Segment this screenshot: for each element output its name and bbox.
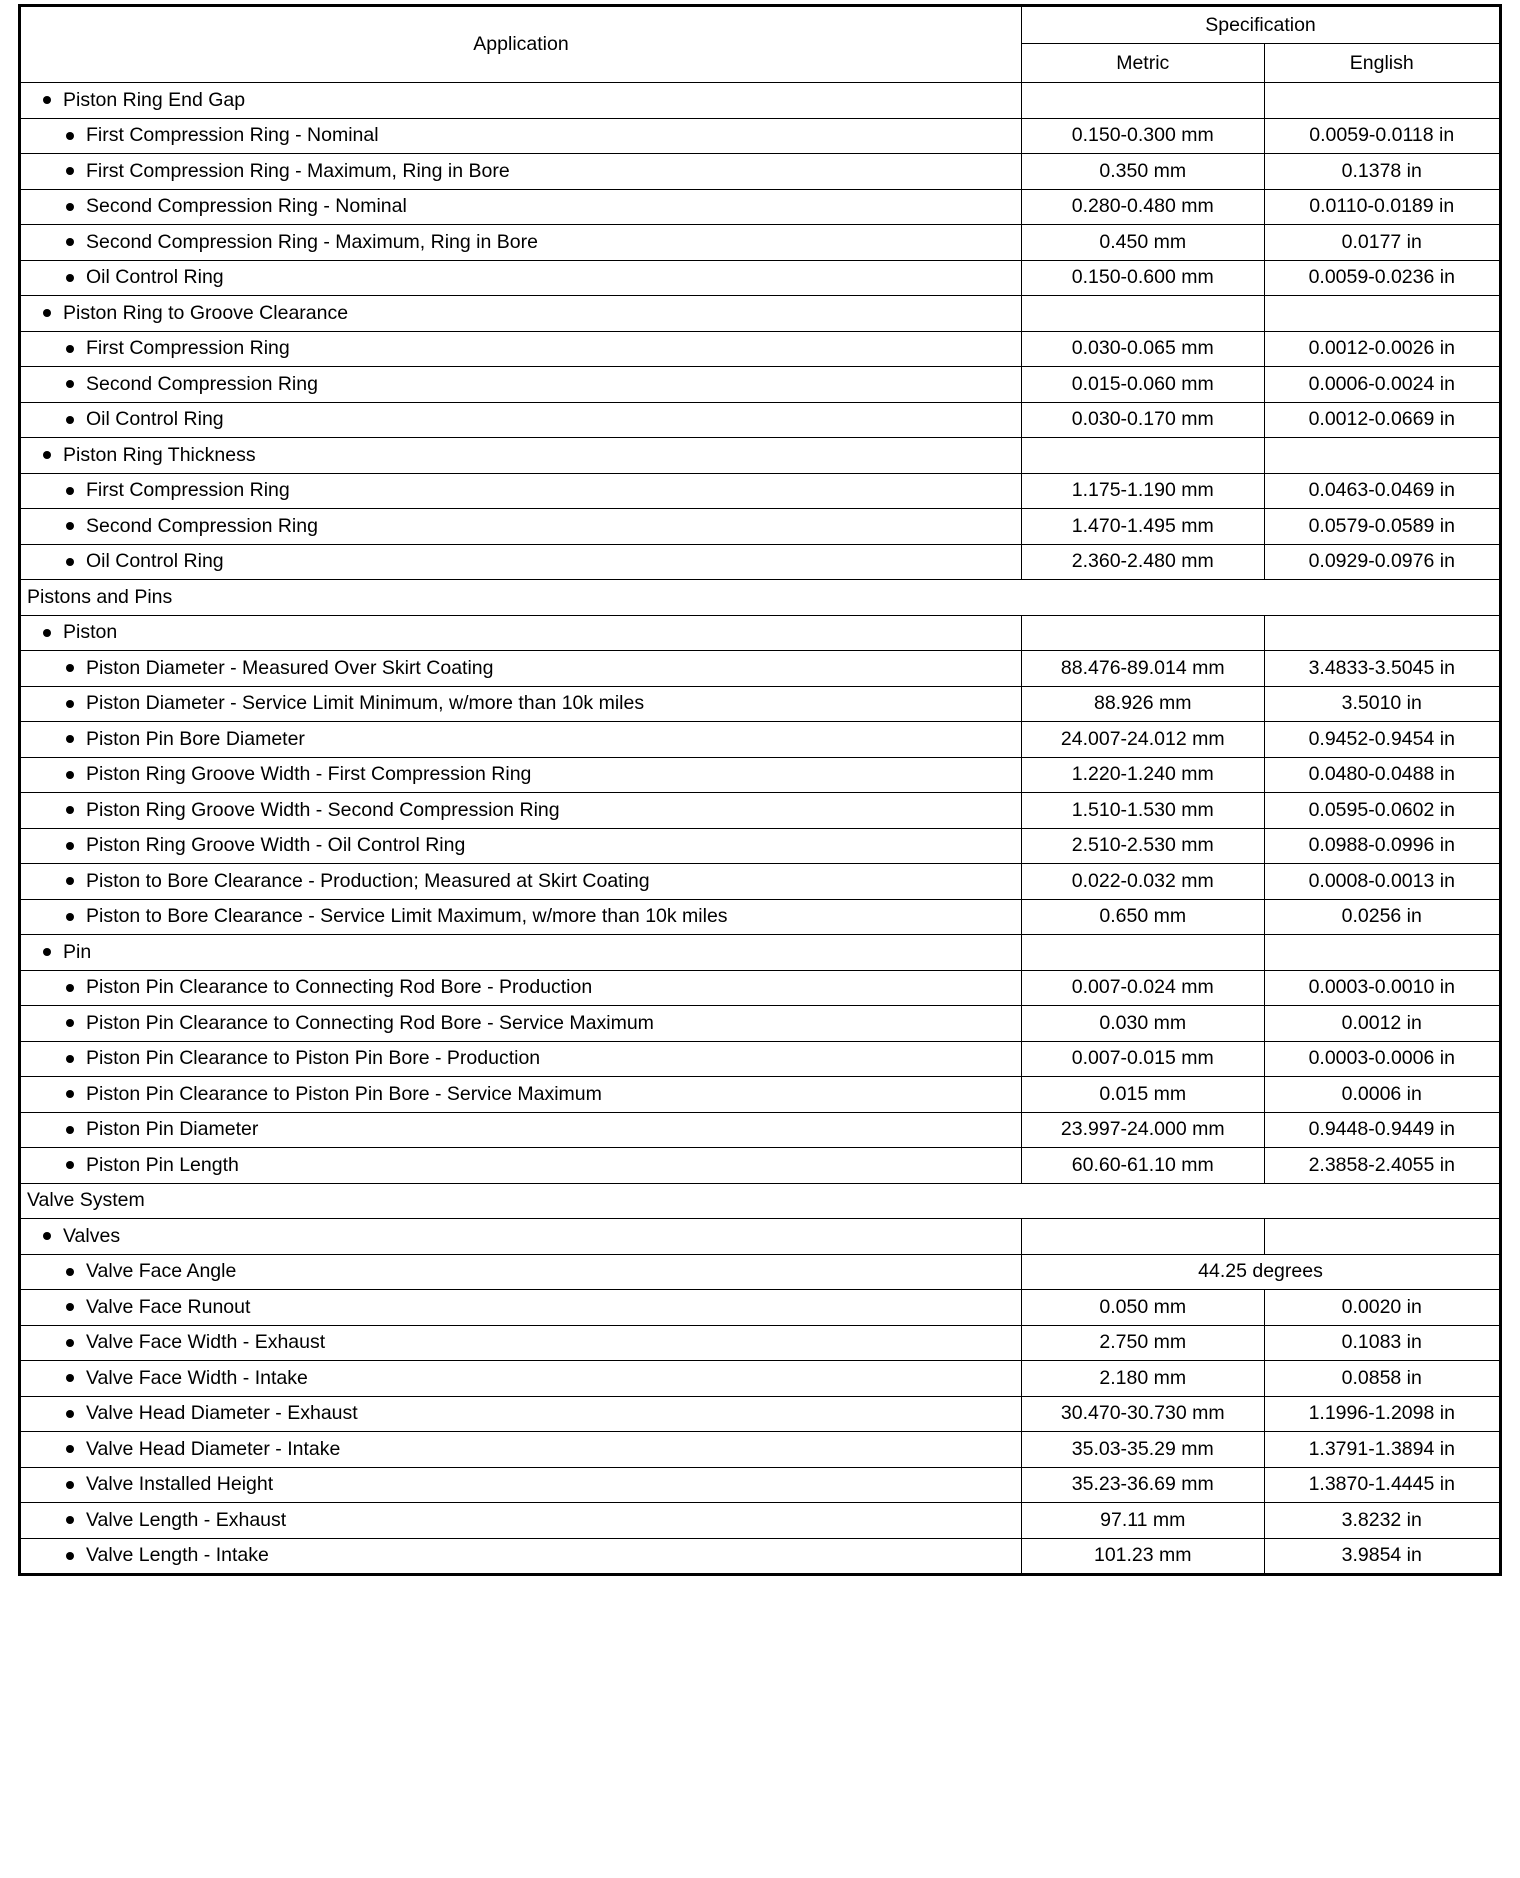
- spec-metric-cell: 0.030 mm: [1022, 1006, 1264, 1042]
- spec-label: Piston Ring End Gap: [63, 88, 246, 111]
- spec-metric-cell: 23.997-24.000 mm: [1022, 1112, 1264, 1148]
- spec-english-cell: 0.9452-0.9454 in: [1264, 722, 1501, 758]
- spec-metric-cell: 0.150-0.600 mm: [1022, 260, 1264, 296]
- spec-english-cell: 3.4833-3.5045 in: [1264, 651, 1501, 687]
- spec-metric-cell: 1.220-1.240 mm: [1022, 757, 1264, 793]
- table-row: [20, 509, 1501, 545]
- bullet-icon: [66, 487, 74, 495]
- spec-metric-cell: 101.23 mm: [1022, 1538, 1264, 1575]
- table-row: [20, 296, 1501, 332]
- spec-english-cell: [1264, 615, 1501, 651]
- table-row: [20, 757, 1501, 793]
- table-row: [20, 402, 1501, 438]
- bullet-icon: [66, 1055, 74, 1063]
- spec-label: Piston Ring Thickness: [63, 443, 256, 466]
- table-row: [20, 686, 1501, 722]
- table-row: [20, 225, 1501, 261]
- spec-application-cell: [20, 1538, 1022, 1575]
- spec-english-cell: 0.0256 in: [1264, 899, 1501, 935]
- spec-english-cell: 0.0003-0.0006 in: [1264, 1041, 1501, 1077]
- bullet-icon: [66, 1268, 74, 1276]
- spec-english-cell: 0.0006 in: [1264, 1077, 1501, 1113]
- table-row: [20, 1041, 1501, 1077]
- bullet-icon: [66, 1090, 74, 1098]
- spec-english-cell: 0.0595-0.0602 in: [1264, 793, 1501, 829]
- spec-metric-cell: 0.015 mm: [1022, 1077, 1264, 1113]
- spec-label: Second Compression Ring - Nominal: [86, 195, 407, 218]
- table-row: [20, 1503, 1501, 1539]
- spec-application-cell: [20, 1396, 1022, 1432]
- spec-metric-cell: 0.450 mm: [1022, 225, 1264, 261]
- table-row: [20, 793, 1501, 829]
- spec-english-cell: 0.0110-0.0189 in: [1264, 189, 1501, 225]
- spec-metric-cell: 24.007-24.012 mm: [1022, 722, 1264, 758]
- spec-label: Second Compression Ring: [86, 514, 318, 537]
- spec-metric-cell: 60.60-61.10 mm: [1022, 1148, 1264, 1184]
- spec-metric-cell: 0.030-0.170 mm: [1022, 402, 1264, 438]
- bullet-icon: [66, 132, 74, 140]
- bullet-icon: [43, 96, 51, 104]
- spec-label: Piston Pin Clearance to Connecting Rod Bore - Production: [86, 976, 593, 999]
- spec-application-cell: [20, 331, 1022, 367]
- bullet-icon: [66, 1126, 74, 1134]
- spec-metric-cell: 0.015-0.060 mm: [1022, 367, 1264, 403]
- bullet-icon: [66, 1445, 74, 1453]
- spec-metric-cell: 0.050 mm: [1022, 1290, 1264, 1326]
- spec-label: Oil Control Ring: [86, 266, 224, 289]
- bullet-icon: [66, 380, 74, 388]
- spec-metric-cell: 35.03-35.29 mm: [1022, 1432, 1264, 1468]
- spec-metric-cell: [1022, 296, 1264, 332]
- bullet-icon: [66, 1019, 74, 1027]
- spec-metric-cell: [1022, 1219, 1264, 1255]
- spec-english-cell: 0.0012 in: [1264, 1006, 1501, 1042]
- spec-metric-cell: 0.030-0.065 mm: [1022, 331, 1264, 367]
- bullet-icon: [66, 1410, 74, 1418]
- spec-application-cell: [20, 828, 1022, 864]
- bullet-icon: [43, 629, 51, 637]
- table-row: [20, 154, 1501, 190]
- bullet-icon: [66, 203, 74, 211]
- spec-label: First Compression Ring - Maximum, Ring in Bore: [86, 159, 510, 182]
- table-row: [20, 828, 1501, 864]
- spec-application-cell: [20, 1183, 1501, 1219]
- table-row: [20, 438, 1501, 474]
- table-row: [20, 1148, 1501, 1184]
- header-row-top: [20, 6, 1501, 44]
- spec-metric-cell: [1022, 83, 1264, 119]
- spec-metric-cell: [1022, 935, 1264, 971]
- spec-metric-cell: 0.350 mm: [1022, 154, 1264, 190]
- spec-application-cell: [20, 1077, 1022, 1113]
- spec-english-cell: 1.1996-1.2098 in: [1264, 1396, 1501, 1432]
- spec-application-cell: [20, 1254, 1022, 1290]
- table-row: [20, 1006, 1501, 1042]
- spec-application-cell: [20, 1112, 1022, 1148]
- spec-english-cell: 3.9854 in: [1264, 1538, 1501, 1575]
- spec-metric-cell: 0.650 mm: [1022, 899, 1264, 935]
- bullet-icon: [66, 1481, 74, 1489]
- spec-application-cell: [20, 225, 1022, 261]
- spec-english-cell: [1264, 296, 1501, 332]
- bullet-icon: [66, 558, 74, 566]
- bullet-icon: [66, 167, 74, 175]
- bullet-icon: [66, 842, 74, 850]
- spec-label: Piston to Bore Clearance - Service Limit Maximum, w/more than 10k miles: [86, 905, 728, 928]
- spec-english-cell: 0.1083 in: [1264, 1325, 1501, 1361]
- spec-label: First Compression Ring: [86, 479, 290, 502]
- spec-label: Piston Diameter - Service Limit Minimum, w/more than 10k miles: [86, 692, 645, 715]
- table-row: [20, 864, 1501, 900]
- spec-english-cell: [1264, 1219, 1501, 1255]
- spec-english-cell: [1264, 935, 1501, 971]
- spec-english-cell: 0.9448-0.9449 in: [1264, 1112, 1501, 1148]
- spec-application-cell: [20, 1006, 1022, 1042]
- bullet-icon: [43, 309, 51, 317]
- table-row: [20, 1183, 1501, 1219]
- spec-application-cell: [20, 1503, 1022, 1539]
- spec-metric-cell: 2.510-2.530 mm: [1022, 828, 1264, 864]
- table-row: [20, 1361, 1501, 1397]
- spec-english-cell: 0.1378 in: [1264, 154, 1501, 190]
- table-row: [20, 1077, 1501, 1113]
- spec-application-cell: [20, 935, 1022, 971]
- spec-combined-value-cell: 44.25 degrees: [1022, 1254, 1501, 1290]
- spec-application-cell: [20, 473, 1022, 509]
- header-english: English: [1264, 44, 1501, 83]
- spec-label: Piston Pin Bore Diameter: [86, 727, 305, 750]
- spec-application-cell: [20, 154, 1022, 190]
- spec-metric-cell: [1022, 615, 1264, 651]
- bullet-icon: [66, 1339, 74, 1347]
- spec-metric-cell: 1.175-1.190 mm: [1022, 473, 1264, 509]
- table-row: [20, 722, 1501, 758]
- spec-label: Valve Face Width - Intake: [86, 1366, 308, 1389]
- spec-label: Oil Control Ring: [86, 408, 224, 431]
- table-row: [20, 118, 1501, 154]
- bullet-icon: [66, 1552, 74, 1560]
- table-row: [20, 1325, 1501, 1361]
- spec-application-cell: [20, 1219, 1022, 1255]
- bullet-icon: [66, 416, 74, 424]
- table-row: [20, 1538, 1501, 1575]
- spec-application-cell: [20, 651, 1022, 687]
- spec-metric-cell: 0.022-0.032 mm: [1022, 864, 1264, 900]
- spec-metric-cell: 0.007-0.024 mm: [1022, 970, 1264, 1006]
- spec-english-cell: 0.0059-0.0236 in: [1264, 260, 1501, 296]
- spec-application-cell: [20, 367, 1022, 403]
- spec-label: Valve Face Angle: [86, 1260, 237, 1283]
- bullet-icon: [66, 238, 74, 246]
- table-row: [20, 189, 1501, 225]
- spec-english-cell: 0.0988-0.0996 in: [1264, 828, 1501, 864]
- spec-application-cell: [20, 1325, 1022, 1361]
- spec-label: Valve Head Diameter - Exhaust: [86, 1402, 358, 1425]
- spec-application-cell: [20, 189, 1022, 225]
- table-row: [20, 544, 1501, 580]
- table-row: [20, 1467, 1501, 1503]
- spec-application-cell: [20, 260, 1022, 296]
- bullet-icon: [43, 948, 51, 956]
- bullet-icon: [66, 877, 74, 885]
- bullet-icon: [66, 1374, 74, 1382]
- spec-label: Valve System: [27, 1189, 145, 1212]
- spec-application-cell: [20, 757, 1022, 793]
- spec-label: First Compression Ring: [86, 337, 290, 360]
- spec-label: Second Compression Ring - Maximum, Ring in Bore: [86, 230, 538, 253]
- spec-label: Piston to Bore Clearance - Production; Measured at Skirt Coating: [86, 869, 650, 892]
- table-row: [20, 331, 1501, 367]
- bullet-icon: [66, 1161, 74, 1169]
- spec-english-cell: 1.3870-1.4445 in: [1264, 1467, 1501, 1503]
- spec-english-cell: 0.0006-0.0024 in: [1264, 367, 1501, 403]
- spec-english-cell: 0.0177 in: [1264, 225, 1501, 261]
- spec-metric-cell: 0.280-0.480 mm: [1022, 189, 1264, 225]
- spec-english-cell: 0.0929-0.0976 in: [1264, 544, 1501, 580]
- spec-label: Piston Pin Clearance to Piston Pin Bore - Production: [86, 1047, 541, 1070]
- spec-label: Valve Head Diameter - Intake: [86, 1437, 341, 1460]
- spec-application-cell: [20, 509, 1022, 545]
- spec-application-cell: [20, 899, 1022, 935]
- bullet-icon: [66, 771, 74, 779]
- spec-label: Valve Face Width - Exhaust: [86, 1331, 326, 1354]
- spec-application-cell: [20, 864, 1022, 900]
- spec-application-cell: [20, 1148, 1022, 1184]
- spec-label: Oil Control Ring: [86, 550, 224, 573]
- spec-label: Valve Length - Intake: [86, 1544, 269, 1567]
- spec-metric-cell: 88.476-89.014 mm: [1022, 651, 1264, 687]
- spec-metric-cell: 97.11 mm: [1022, 1503, 1264, 1539]
- bullet-icon: [66, 522, 74, 530]
- spec-application-cell: [20, 296, 1022, 332]
- table-row: [20, 899, 1501, 935]
- spec-english-cell: 0.0579-0.0589 in: [1264, 509, 1501, 545]
- spec-metric-cell: 0.150-0.300 mm: [1022, 118, 1264, 154]
- spec-metric-cell: 88.926 mm: [1022, 686, 1264, 722]
- spec-label: Pistons and Pins: [27, 585, 173, 608]
- spec-application-cell: [20, 1467, 1022, 1503]
- table-row: [20, 615, 1501, 651]
- spec-application-cell: [20, 1041, 1022, 1077]
- spec-label: Valve Face Runout: [86, 1295, 251, 1318]
- spec-label: Piston Pin Clearance to Piston Pin Bore - Service Maximum: [86, 1082, 602, 1105]
- spec-application-cell: [20, 580, 1501, 616]
- spec-label: Piston Ring to Groove Clearance: [63, 301, 349, 324]
- spec-application-cell: [20, 83, 1022, 119]
- spec-english-cell: [1264, 438, 1501, 474]
- table-row: [20, 367, 1501, 403]
- spec-english-cell: 0.0480-0.0488 in: [1264, 757, 1501, 793]
- spec-label: Piston Pin Length: [86, 1153, 239, 1176]
- bullet-icon: [66, 735, 74, 743]
- table-row: [20, 83, 1501, 119]
- spec-label: Valve Installed Height: [86, 1473, 274, 1496]
- spec-label: Second Compression Ring: [86, 372, 318, 395]
- engine-specifications-table: [18, 4, 1502, 1576]
- bullet-icon: [66, 1516, 74, 1524]
- spec-application-cell: [20, 615, 1022, 651]
- table-row: [20, 1432, 1501, 1468]
- spec-application-cell: [20, 1361, 1022, 1397]
- table-row: [20, 1290, 1501, 1326]
- bullet-icon: [43, 451, 51, 459]
- bullet-icon: [66, 664, 74, 672]
- spec-english-cell: 3.8232 in: [1264, 1503, 1501, 1539]
- spec-english-cell: 0.0008-0.0013 in: [1264, 864, 1501, 900]
- spec-label: Pin: [63, 940, 92, 963]
- header-metric: Metric: [1022, 44, 1264, 83]
- spec-application-cell: [20, 438, 1022, 474]
- table-row: [20, 260, 1501, 296]
- spec-label: Piston Pin Clearance to Connecting Rod Bore - Service Maximum: [86, 1011, 654, 1034]
- bullet-icon: [66, 274, 74, 282]
- spec-label: Piston: [63, 621, 118, 644]
- spec-metric-cell: 2.750 mm: [1022, 1325, 1264, 1361]
- bullet-icon: [66, 1303, 74, 1311]
- spec-english-cell: 0.0858 in: [1264, 1361, 1501, 1397]
- table-row: [20, 970, 1501, 1006]
- table-row: [20, 473, 1501, 509]
- spec-application-cell: [20, 118, 1022, 154]
- spec-label: Piston Ring Groove Width - Oil Control Ring: [86, 834, 466, 857]
- spec-label: Valve Length - Exhaust: [86, 1508, 287, 1531]
- spec-english-cell: 0.0059-0.0118 in: [1264, 118, 1501, 154]
- bullet-icon: [66, 913, 74, 921]
- spec-english-cell: 3.5010 in: [1264, 686, 1501, 722]
- spec-english-cell: 1.3791-1.3894 in: [1264, 1432, 1501, 1468]
- table-body: [20, 83, 1501, 1575]
- table-header: [20, 6, 1501, 83]
- spec-application-cell: [20, 722, 1022, 758]
- spec-english-cell: [1264, 83, 1501, 119]
- spec-application-cell: [20, 793, 1022, 829]
- table-row: [20, 1254, 1501, 1290]
- table-row: [20, 651, 1501, 687]
- spec-english-cell: 0.0463-0.0469 in: [1264, 473, 1501, 509]
- spec-metric-cell: 0.007-0.015 mm: [1022, 1041, 1264, 1077]
- spec-english-cell: 2.3858-2.4055 in: [1264, 1148, 1501, 1184]
- spec-english-cell: 0.0012-0.0026 in: [1264, 331, 1501, 367]
- spec-english-cell: 0.0003-0.0010 in: [1264, 970, 1501, 1006]
- spec-english-cell: 0.0012-0.0669 in: [1264, 402, 1501, 438]
- spec-application-cell: [20, 402, 1022, 438]
- spec-label: First Compression Ring - Nominal: [86, 124, 379, 147]
- spec-application-cell: [20, 1290, 1022, 1326]
- bullet-icon: [66, 806, 74, 814]
- spec-label: Valves: [63, 1224, 121, 1247]
- spec-metric-cell: [1022, 438, 1264, 474]
- bullet-icon: [66, 345, 74, 353]
- table-row: [20, 580, 1501, 616]
- spec-application-cell: [20, 544, 1022, 580]
- table-row: [20, 935, 1501, 971]
- spec-metric-cell: 2.360-2.480 mm: [1022, 544, 1264, 580]
- spec-application-cell: [20, 686, 1022, 722]
- spec-metric-cell: 30.470-30.730 mm: [1022, 1396, 1264, 1432]
- table-row: [20, 1396, 1501, 1432]
- spec-label: Piston Ring Groove Width - First Compression Ring: [86, 763, 532, 786]
- bullet-icon: [66, 700, 74, 708]
- spec-metric-cell: 1.510-1.530 mm: [1022, 793, 1264, 829]
- bullet-icon: [43, 1232, 51, 1240]
- spec-application-cell: [20, 970, 1022, 1006]
- table-row: [20, 1219, 1501, 1255]
- spec-application-cell: [20, 1432, 1022, 1468]
- spec-metric-cell: 2.180 mm: [1022, 1361, 1264, 1397]
- bullet-icon: [66, 984, 74, 992]
- spec-label: Piston Pin Diameter: [86, 1118, 259, 1141]
- table-row: [20, 1112, 1501, 1148]
- spec-english-cell: 0.0020 in: [1264, 1290, 1501, 1326]
- spec-label: Piston Ring Groove Width - Second Compression Ring: [86, 798, 560, 821]
- header-specification: Specification: [1022, 6, 1501, 44]
- spec-label: Piston Diameter - Measured Over Skirt Coating: [86, 656, 494, 679]
- header-application: Application: [20, 6, 1022, 83]
- spec-metric-cell: 1.470-1.495 mm: [1022, 509, 1264, 545]
- spec-metric-cell: 35.23-36.69 mm: [1022, 1467, 1264, 1503]
